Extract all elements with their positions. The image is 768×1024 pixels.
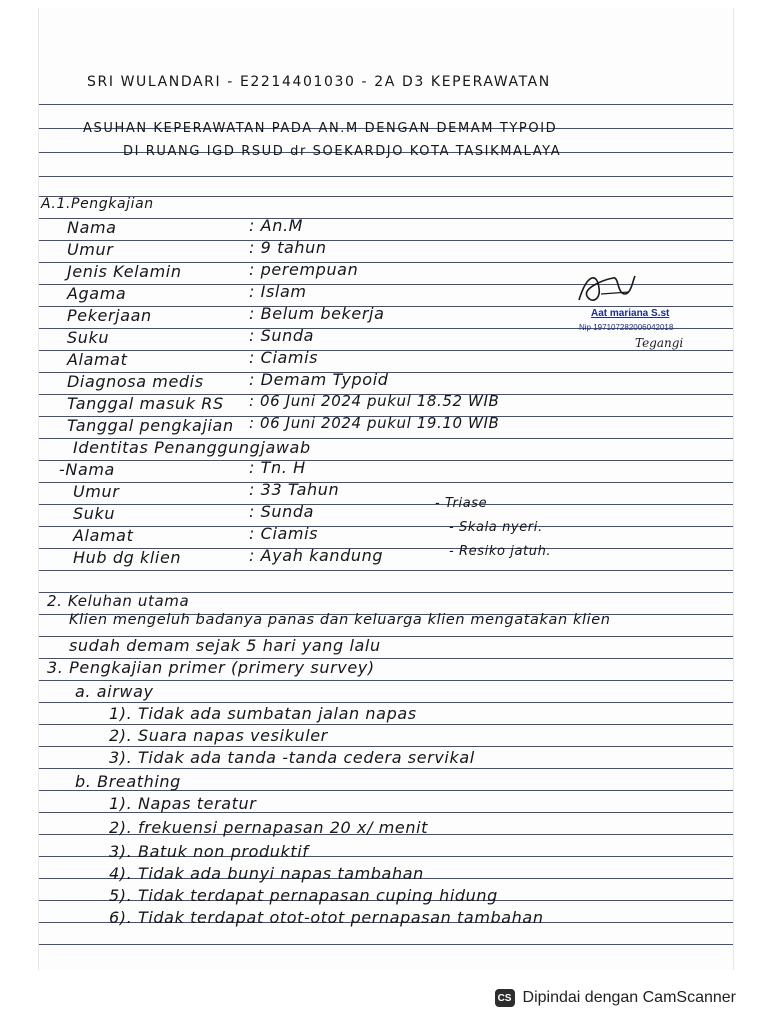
identity-value: : Sunda [249,326,315,345]
identity-label: Tanggal pengkajian [67,416,234,435]
airway-item: 2). Suara napas vesikuler [109,726,328,745]
ruled-line [39,702,733,703]
identity-value: : Islam [249,282,307,301]
ruled-line [39,768,733,769]
ruled-line [39,746,733,747]
breathing-item: 6). Tidak terdapat otot-otot pernapasan tambahan [109,908,544,927]
ruled-line [39,570,733,571]
identity-value: : Belum bekerja [249,304,385,323]
airway-heading: a. airway [75,682,154,701]
keluhan-heading: 2. Keluhan utama [47,592,190,610]
penanggung-label: -Nama [59,460,115,479]
identity-value: : Demam Typoid [249,370,389,389]
airway-item: 1). Tidak ada sumbatan jalan napas [109,704,417,723]
primer-heading: 3. Pengkajian primer (primery survey) [47,658,375,677]
breathing-item: 2). frekuensi pernapasan 20 x/ menit [109,818,429,837]
identity-value: : perempuan [249,260,359,279]
penanggung-heading: Identitas Penanggungjawab [73,438,311,457]
penanggung-value: : Ciamis [249,524,319,543]
identity-value: : 06 Juni 2024 pukul 19.10 WIB [249,414,500,432]
identity-label: Alamat [67,350,128,369]
ruled-line [39,526,733,527]
airway-item: 3). Tidak ada tanda -tanda cedera servikal [109,748,475,767]
ruled-line [39,460,733,461]
stamp-name: Aat mariana S.st [591,308,670,319]
identity-label: Agama [67,284,127,303]
ruled-line [39,680,733,681]
margin-note-resiko: - Resiko jatuh. [449,544,552,559]
author-line: SRI WULANDARI - E2214401030 - 2A D3 KEPERAWATAN [87,74,551,90]
identity-label: Diagnosa medis [67,372,204,391]
ruled-line [39,218,733,219]
camscanner-logo-icon: CS [495,989,515,1007]
ruled-line [39,482,733,483]
keluhan-line-2: sudah demam sejak 5 hari yang lalu [69,636,381,655]
breathing-heading: b. Breathing [75,772,181,791]
camscanner-watermark [495,984,736,1012]
breathing-item: 5). Tidak terdapat pernapasan cuping hidung [109,886,498,905]
pengkajian-heading: A.1.Pengkajian [41,196,154,212]
camscanner-text: Dipindai dengan CamScanner [522,989,736,1006]
identity-value: : 06 Juni 2024 pukul 18.52 WIB [249,392,500,410]
keluhan-line-1: Klien mengeluh badanya panas dan keluarga klien mengatakan klien [69,612,611,628]
identity-label: Jenis Kelamin [67,262,182,281]
stamp-signature-note: Tegangi [635,336,684,350]
ruled-line [39,240,733,241]
identity-value: : Ciamis [249,348,319,367]
margin-note-skala: - Skala nyeri. [449,520,543,535]
ruled-line [39,504,733,505]
identity-value: : An.M [249,216,304,235]
ruled-line [39,104,733,105]
penanggung-value: : Tn. H [249,458,306,477]
identity-label: Suku [67,328,110,347]
penanggung-label: Alamat [73,526,134,545]
ruled-line [39,724,733,725]
penanggung-value: : Sunda [249,502,315,521]
stamp-nip: Nip 197107282006042018 [579,323,674,332]
notebook-page [38,8,734,970]
identity-label: Tanggal masuk RS [67,394,224,413]
margin-note-triase: - Triase [435,496,488,511]
signature-icon [573,270,643,310]
penanggung-label: Suku [73,504,116,523]
penanggung-value: : 33 Tahun [249,480,340,499]
title-line-1: ASUHAN KEPERAWATAN PADA AN.M DENGAN DEMAM TYPOID [83,121,558,136]
identity-label: Umur [67,240,114,259]
breathing-item: 3). Batuk non produktif [109,842,309,861]
ruled-line [39,176,733,177]
identity-value: : 9 tahun [249,238,327,257]
identity-label: Nama [67,218,117,237]
breathing-item: 1). Napas teratur [109,794,257,813]
identity-label: Pekerjaan [67,306,152,325]
penanggung-label: Umur [73,482,120,501]
ruled-line [39,944,733,945]
breathing-item: 4). Tidak ada bunyi napas tambahan [109,864,424,883]
nurse-stamp [539,270,684,365]
penanggung-value: : Ayah kandung [249,546,384,565]
title-line-2: DI RUANG IGD RSUD dr SOEKARDJO KOTA TASIKMALAYA [123,144,562,159]
penanggung-label: Hub dg klien [73,548,182,567]
